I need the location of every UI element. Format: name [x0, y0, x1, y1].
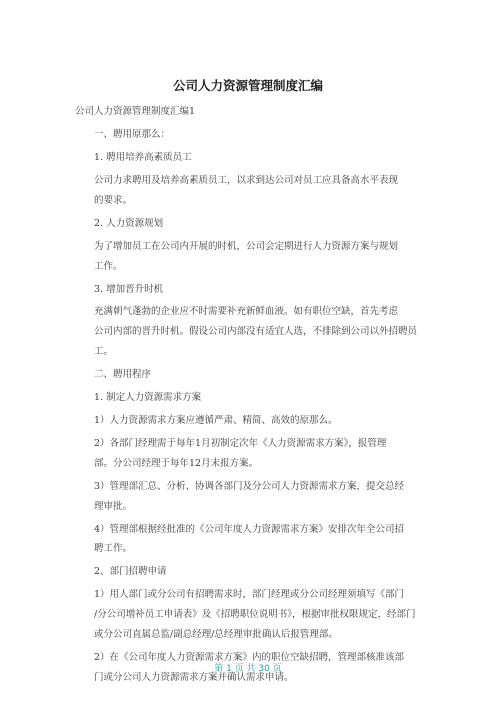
paragraph-line: 的要求。 — [94, 194, 133, 206]
paragraph-line: 为了增加员工在公司内开展的时机，公司会定期进行人力资源方案与规划 — [94, 240, 399, 252]
paragraph — [75, 148, 421, 168]
paragraph — [75, 237, 421, 277]
paragraph — [75, 214, 421, 234]
paragraph-line: 门或分公司人力资源需求方案并确认需求申请。 — [94, 671, 294, 683]
page-number-footer: 第 1 页 共 30 页 — [214, 664, 282, 674]
paragraph-line: 工作。 — [94, 260, 123, 272]
paragraph-line: 3. 增加晋升时机 — [94, 283, 164, 295]
paragraph-line: 充满朝气蓬勃的企业应不时需要补充新鲜血液。如有职位空缺，首先考虑 — [94, 306, 399, 318]
document-body — [75, 102, 421, 688]
paragraph-line: 2. 人力资源规划 — [94, 217, 164, 229]
paragraph-line: 2、部门招聘申请 — [94, 566, 167, 578]
paragraph-line: 理审批。 — [94, 500, 133, 512]
paragraph-line: 一、聘用原那么： — [94, 128, 171, 140]
paragraph-line: 1）人力资源需求方案应遵循严肃、精简、高效的原那么。 — [94, 415, 338, 427]
paragraph — [75, 562, 421, 582]
paragraph — [75, 411, 421, 431]
paragraph-line: 4）管理部根据经批准的《公司年度人力资源需求方案》安排次年全公司招 — [94, 523, 405, 535]
document-title: 公司人力资源管理制度汇编 — [172, 78, 323, 93]
paragraph-line: 1. 聘用培养高素质员工 — [94, 151, 192, 163]
paragraph — [75, 434, 421, 474]
paragraph-line: 1）用人部门或分公司有招聘需求时，部门经理或分公司经理须填写《部门 — [94, 589, 405, 601]
paragraph — [75, 388, 421, 408]
paragraph — [75, 302, 421, 361]
paragraph-line: 或分公司直属总监/副总经理/总经理审批确认后报管理部。 — [94, 628, 338, 640]
paragraph — [75, 520, 421, 560]
paragraph — [75, 365, 421, 385]
paragraph-line: 1. 制定人力资源需求方案 — [94, 392, 202, 404]
paragraph-line: 聘工作。 — [94, 543, 133, 555]
paragraph-line: 2）在《公司年度人力资源需求方案》内的职位空缺招聘，管理部核准该部 — [94, 651, 405, 663]
paragraph — [75, 477, 421, 517]
paragraph-line: 部。分公司经理于每年12月末报方案。 — [94, 457, 259, 469]
paragraph-line: 工。 — [94, 346, 114, 358]
paragraph-line: 公司力求聘用及培养高素质员工，以求到达公司对员工应具备高水平表现 — [94, 174, 399, 186]
paragraph — [75, 280, 421, 300]
paragraph-line: 公司内部的晋升时机。假设公司内部没有适宜人选，不排除到公司以外招聘员 — [94, 326, 418, 338]
paragraph-line: 2）各部门经理需于每年1月初制定次年《人力资源需求方案》，报管理 — [94, 438, 387, 450]
paragraph-line: 3）管理部汇总、分析、协调各部门及分公司人力资源需求方案，提交总经 — [94, 480, 405, 492]
paragraph — [75, 102, 421, 122]
paragraph-line: /分公司增补员工申请表》及《招聘职位说明书》，根据审批权限规定，经部门 — [94, 609, 416, 621]
paragraph-line: 公司人力资源管理制度汇编1 — [75, 106, 196, 117]
paragraph — [75, 585, 421, 644]
paragraph — [75, 171, 421, 211]
paragraph-line: 二、聘用程序 — [94, 369, 152, 381]
paragraph — [75, 125, 421, 145]
